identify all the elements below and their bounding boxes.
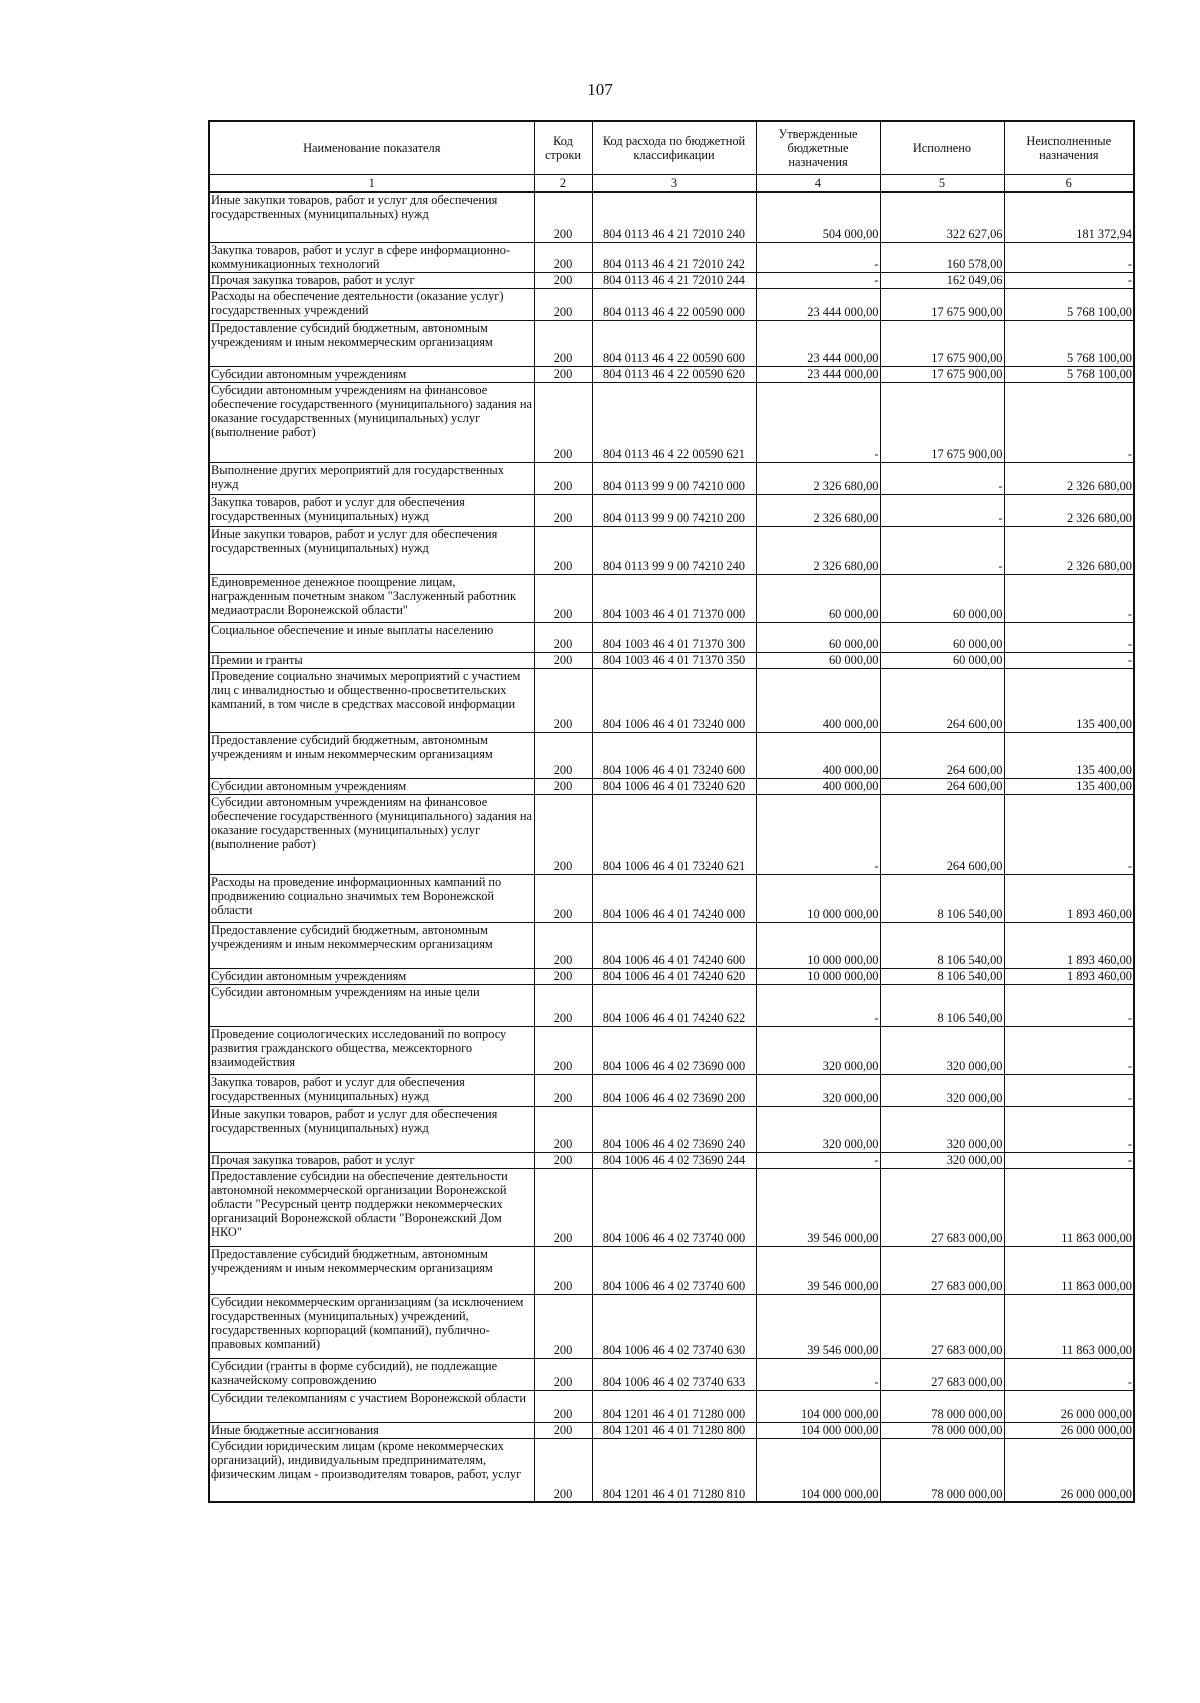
budget-classification-code: 804 0113 46 4 21 72010 240 xyxy=(592,192,756,242)
indicator-name: Субсидии автономным учреждениям xyxy=(209,778,534,794)
executed-amount: 60 000,00 xyxy=(880,574,1004,622)
unexecuted-amount: - xyxy=(1004,1074,1134,1106)
table-row xyxy=(209,652,1134,668)
line-code: 200 xyxy=(534,1390,592,1422)
line-code: 200 xyxy=(534,366,592,382)
executed-amount: 17 675 900,00 xyxy=(880,288,1004,320)
line-code: 200 xyxy=(534,1294,592,1358)
column-number: 2 xyxy=(534,175,592,193)
budget-classification-code: 804 1006 46 4 02 73740 633 xyxy=(592,1358,756,1390)
indicator-name: Закупка товаров, работ и услуг в сфере информационно-коммуникационных технологий xyxy=(209,242,534,272)
executed-amount: - xyxy=(880,526,1004,574)
table-row xyxy=(209,968,1134,984)
approved-amount: 2 326 680,00 xyxy=(756,494,880,526)
table-row xyxy=(209,494,1134,526)
approved-amount: 320 000,00 xyxy=(756,1106,880,1152)
line-code: 200 xyxy=(534,984,592,1026)
indicator-name: Субсидии (гранты в форме субсидий), не подлежащие казначейскому сопровождению xyxy=(209,1358,534,1390)
header-line-code: Код строки xyxy=(534,121,592,175)
unexecuted-amount: 5 768 100,00 xyxy=(1004,288,1134,320)
unexecuted-amount: 5 768 100,00 xyxy=(1004,320,1134,366)
line-code: 200 xyxy=(534,1438,592,1502)
table-row xyxy=(209,288,1134,320)
page-number: 107 xyxy=(587,80,613,99)
approved-amount: 23 444 000,00 xyxy=(756,288,880,320)
indicator-name: Субсидии юридическим лицам (кроме некоммерческих организаций), индивидуальным предпринимателям, физическим лицам - производителям товаров, работ, услуг xyxy=(209,1438,534,1502)
budget-classification-code: 804 1006 46 4 01 74240 622 xyxy=(592,984,756,1026)
unexecuted-amount: - xyxy=(1004,984,1134,1026)
header-approved: Утвержденные бюджетные назначения xyxy=(756,121,880,175)
approved-amount: 320 000,00 xyxy=(756,1074,880,1106)
indicator-name: Субсидии автономным учреждениям на иные цели xyxy=(209,984,534,1026)
table-body xyxy=(209,192,1134,1502)
budget-classification-code: 804 0113 99 9 00 74210 000 xyxy=(592,462,756,494)
budget-classification-code: 804 0113 46 4 22 00590 620 xyxy=(592,366,756,382)
approved-amount: 400 000,00 xyxy=(756,668,880,732)
unexecuted-amount: 11 863 000,00 xyxy=(1004,1246,1134,1294)
executed-amount: 8 106 540,00 xyxy=(880,968,1004,984)
line-code: 200 xyxy=(534,1358,592,1390)
table-row xyxy=(209,1422,1134,1438)
indicator-name: Выполнение других мероприятий для государственных нужд xyxy=(209,462,534,494)
budget-classification-code: 804 1006 46 4 01 73240 621 xyxy=(592,794,756,874)
unexecuted-amount: 26 000 000,00 xyxy=(1004,1390,1134,1422)
table-row xyxy=(209,366,1134,382)
unexecuted-amount: 2 326 680,00 xyxy=(1004,526,1134,574)
approved-amount: 504 000,00 xyxy=(756,192,880,242)
budget-classification-code: 804 0113 46 4 22 00590 621 xyxy=(592,382,756,462)
executed-amount: 8 106 540,00 xyxy=(880,922,1004,968)
approved-amount: 400 000,00 xyxy=(756,778,880,794)
budget-classification-code: 804 0113 99 9 00 74210 240 xyxy=(592,526,756,574)
approved-amount: - xyxy=(756,984,880,1026)
approved-amount: 39 546 000,00 xyxy=(756,1294,880,1358)
table-row xyxy=(209,1390,1134,1422)
unexecuted-amount: 181 372,94 xyxy=(1004,192,1134,242)
budget-classification-code: 804 1006 46 4 01 74240 600 xyxy=(592,922,756,968)
approved-amount: 60 000,00 xyxy=(756,574,880,622)
indicator-name: Проведение социологических исследований по вопросу развития гражданского общества, межсекторного взаимодействия xyxy=(209,1026,534,1074)
column-number: 4 xyxy=(756,175,880,193)
line-code: 200 xyxy=(534,794,592,874)
table-row xyxy=(209,320,1134,366)
line-code: 200 xyxy=(534,668,592,732)
budget-classification-code: 804 1006 46 4 02 73690 240 xyxy=(592,1106,756,1152)
line-code: 200 xyxy=(534,968,592,984)
header-row xyxy=(209,121,1134,175)
unexecuted-amount: 26 000 000,00 xyxy=(1004,1438,1134,1502)
unexecuted-amount: 11 863 000,00 xyxy=(1004,1168,1134,1246)
table-row xyxy=(209,1358,1134,1390)
indicator-name: Социальное обеспечение и иные выплаты населению xyxy=(209,622,534,652)
approved-amount: - xyxy=(756,272,880,288)
table-row xyxy=(209,242,1134,272)
table-row xyxy=(209,574,1134,622)
executed-amount: 27 683 000,00 xyxy=(880,1294,1004,1358)
executed-amount: 322 627,06 xyxy=(880,192,1004,242)
executed-amount: 264 600,00 xyxy=(880,794,1004,874)
executed-amount: 60 000,00 xyxy=(880,652,1004,668)
line-code: 200 xyxy=(534,192,592,242)
approved-amount: - xyxy=(756,1358,880,1390)
approved-amount: 39 546 000,00 xyxy=(756,1246,880,1294)
header-indicator-name: Наименование показателя xyxy=(209,121,534,175)
table-row xyxy=(209,794,1134,874)
executed-amount: 17 675 900,00 xyxy=(880,382,1004,462)
approved-amount: 23 444 000,00 xyxy=(756,320,880,366)
approved-amount: - xyxy=(756,794,880,874)
indicator-name: Субсидии телекомпаниям с участием Воронежской области xyxy=(209,1390,534,1422)
header-executed: Исполнено xyxy=(880,121,1004,175)
line-code: 200 xyxy=(534,1422,592,1438)
approved-amount: 104 000 000,00 xyxy=(756,1390,880,1422)
budget-classification-code: 804 1006 46 4 01 73240 000 xyxy=(592,668,756,732)
line-code: 200 xyxy=(534,462,592,494)
line-code: 200 xyxy=(534,922,592,968)
indicator-name: Иные закупки товаров, работ и услуг для обеспечения государственных (муниципальных) нужд xyxy=(209,526,534,574)
executed-amount: 320 000,00 xyxy=(880,1026,1004,1074)
line-code: 200 xyxy=(534,288,592,320)
executed-amount: 78 000 000,00 xyxy=(880,1422,1004,1438)
table-row xyxy=(209,462,1134,494)
executed-amount: 160 578,00 xyxy=(880,242,1004,272)
unexecuted-amount: 1 893 460,00 xyxy=(1004,874,1134,922)
indicator-name: Субсидии автономным учреждениям xyxy=(209,968,534,984)
unexecuted-amount: - xyxy=(1004,574,1134,622)
unexecuted-amount: - xyxy=(1004,1026,1134,1074)
unexecuted-amount: - xyxy=(1004,382,1134,462)
executed-amount: 264 600,00 xyxy=(880,778,1004,794)
indicator-name: Иные закупки товаров, работ и услуг для обеспечения государственных (муниципальных) нужд xyxy=(209,1106,534,1152)
table-row xyxy=(209,984,1134,1026)
budget-classification-code: 804 1003 46 4 01 71370 000 xyxy=(592,574,756,622)
approved-amount: - xyxy=(756,1152,880,1168)
unexecuted-amount: 135 400,00 xyxy=(1004,732,1134,778)
table-row xyxy=(209,1074,1134,1106)
indicator-name: Предоставление субсидий бюджетным, автономным учреждениям и иным некоммерческим организациям xyxy=(209,1246,534,1294)
unexecuted-amount: 5 768 100,00 xyxy=(1004,366,1134,382)
header-budget-code: Код расхода по бюджетной классификации xyxy=(592,121,756,175)
unexecuted-amount: - xyxy=(1004,1358,1134,1390)
table-row xyxy=(209,382,1134,462)
executed-amount: 8 106 540,00 xyxy=(880,874,1004,922)
unexecuted-amount: - xyxy=(1004,242,1134,272)
budget-classification-code: 804 1006 46 4 02 73740 600 xyxy=(592,1246,756,1294)
table-row xyxy=(209,1168,1134,1246)
column-number: 1 xyxy=(209,175,534,193)
indicator-name: Закупка товаров, работ и услуг для обеспечения государственных (муниципальных) нужд xyxy=(209,1074,534,1106)
budget-classification-code: 804 0113 46 4 22 00590 000 xyxy=(592,288,756,320)
approved-amount: 10 000 000,00 xyxy=(756,922,880,968)
unexecuted-amount: - xyxy=(1004,1106,1134,1152)
table-row xyxy=(209,1438,1134,1502)
budget-classification-code: 804 1003 46 4 01 71370 350 xyxy=(592,652,756,668)
indicator-name: Иные закупки товаров, работ и услуг для обеспечения государственных (муниципальных) нужд xyxy=(209,192,534,242)
approved-amount: 39 546 000,00 xyxy=(756,1168,880,1246)
indicator-name: Субсидии некоммерческим организациям (за исключением государственных (муниципальных) учреждений, государственных корпораций (компаний), публично-правовых компаний) xyxy=(209,1294,534,1358)
header-unexecuted: Неисполненные назначения xyxy=(1004,121,1134,175)
line-code: 200 xyxy=(534,652,592,668)
line-code: 200 xyxy=(534,622,592,652)
line-code: 200 xyxy=(534,1152,592,1168)
column-number: 6 xyxy=(1004,175,1134,193)
indicator-name: Закупка товаров, работ и услуг для обеспечения государственных (муниципальных) нужд xyxy=(209,494,534,526)
indicator-name: Единовременное денежное поощрение лицам, награжденным почетным знаком "Заслуженный работник медиаотрасли Воронежской области" xyxy=(209,574,534,622)
line-code: 200 xyxy=(534,1026,592,1074)
executed-amount: 17 675 900,00 xyxy=(880,366,1004,382)
budget-classification-code: 804 1006 46 4 01 73240 620 xyxy=(592,778,756,794)
budget-classification-code: 804 0113 46 4 21 72010 242 xyxy=(592,242,756,272)
line-code: 200 xyxy=(534,1106,592,1152)
budget-classification-code: 804 1006 46 4 01 74240 620 xyxy=(592,968,756,984)
budget-classification-code: 804 1003 46 4 01 71370 300 xyxy=(592,622,756,652)
unexecuted-amount: 135 400,00 xyxy=(1004,778,1134,794)
column-number: 5 xyxy=(880,175,1004,193)
unexecuted-amount: 1 893 460,00 xyxy=(1004,968,1134,984)
line-code: 200 xyxy=(534,1074,592,1106)
unexecuted-amount: - xyxy=(1004,272,1134,288)
indicator-name: Прочая закупка товаров, работ и услуг xyxy=(209,1152,534,1168)
executed-amount: 264 600,00 xyxy=(880,732,1004,778)
approved-amount: 10 000 000,00 xyxy=(756,874,880,922)
budget-classification-code: 804 1006 46 4 02 73690 000 xyxy=(592,1026,756,1074)
line-code: 200 xyxy=(534,778,592,794)
approved-amount: 104 000 000,00 xyxy=(756,1422,880,1438)
budget-classification-code: 804 1006 46 4 02 73740 630 xyxy=(592,1294,756,1358)
budget-classification-code: 804 0113 99 9 00 74210 200 xyxy=(592,494,756,526)
unexecuted-amount: - xyxy=(1004,1152,1134,1168)
line-code: 200 xyxy=(534,574,592,622)
table-row xyxy=(209,1106,1134,1152)
indicator-name: Субсидии автономным учреждениям на финансовое обеспечение государственного (муниципального) задания на оказание государственных (муниципальных) услуг (выполнение работ) xyxy=(209,794,534,874)
table-row xyxy=(209,668,1134,732)
budget-classification-code: 804 1006 46 4 01 74240 000 xyxy=(592,874,756,922)
approved-amount: 400 000,00 xyxy=(756,732,880,778)
table-row xyxy=(209,622,1134,652)
budget-classification-code: 804 1006 46 4 02 73690 244 xyxy=(592,1152,756,1168)
table-row xyxy=(209,874,1134,922)
indicator-name: Проведение социально значимых мероприятий с участием лиц с инвалидностью и общественно-просветительских кампаний, в том числе в средствах массовой информации xyxy=(209,668,534,732)
line-code: 200 xyxy=(534,382,592,462)
budget-classification-code: 804 1201 46 4 01 71280 810 xyxy=(592,1438,756,1502)
column-number: 3 xyxy=(592,175,756,193)
table-row xyxy=(209,1026,1134,1074)
column-number-row xyxy=(209,175,1134,193)
unexecuted-amount: 135 400,00 xyxy=(1004,668,1134,732)
budget-classification-code: 804 1006 46 4 02 73740 000 xyxy=(592,1168,756,1246)
unexecuted-amount: - xyxy=(1004,622,1134,652)
table-row xyxy=(209,1152,1134,1168)
approved-amount: 60 000,00 xyxy=(756,622,880,652)
executed-amount: 27 683 000,00 xyxy=(880,1168,1004,1246)
line-code: 200 xyxy=(534,242,592,272)
line-code: 200 xyxy=(534,732,592,778)
approved-amount: 2 326 680,00 xyxy=(756,526,880,574)
indicator-name: Субсидии автономным учреждениям на финансовое обеспечение государственного (муниципального) задания на оказание государственных (муниципальных) услуг (выполнение работ) xyxy=(209,382,534,462)
executed-amount: 320 000,00 xyxy=(880,1074,1004,1106)
budget-classification-code: 804 1006 46 4 02 73690 200 xyxy=(592,1074,756,1106)
unexecuted-amount: - xyxy=(1004,652,1134,668)
executed-amount: 320 000,00 xyxy=(880,1152,1004,1168)
budget-classification-code: 804 1201 46 4 01 71280 800 xyxy=(592,1422,756,1438)
indicator-name: Предоставление субсидий бюджетным, автономным учреждениям и иным некоммерческим организациям xyxy=(209,732,534,778)
approved-amount: 2 326 680,00 xyxy=(756,462,880,494)
unexecuted-amount: - xyxy=(1004,794,1134,874)
line-code: 200 xyxy=(534,1168,592,1246)
executed-amount: - xyxy=(880,462,1004,494)
table-row xyxy=(209,922,1134,968)
budget-classification-code: 804 1006 46 4 01 73240 600 xyxy=(592,732,756,778)
line-code: 200 xyxy=(534,320,592,366)
approved-amount: 10 000 000,00 xyxy=(756,968,880,984)
indicator-name: Прочая закупка товаров, работ и услуг xyxy=(209,272,534,288)
budget-classification-code: 804 0113 46 4 21 72010 244 xyxy=(592,272,756,288)
unexecuted-amount: 1 893 460,00 xyxy=(1004,922,1134,968)
line-code: 200 xyxy=(534,272,592,288)
executed-amount: 60 000,00 xyxy=(880,622,1004,652)
approved-amount: 104 000 000,00 xyxy=(756,1438,880,1502)
unexecuted-amount: 26 000 000,00 xyxy=(1004,1422,1134,1438)
executed-amount: 78 000 000,00 xyxy=(880,1390,1004,1422)
indicator-name: Расходы на проведение информационных кампаний по продвижению социально значимых тем Воронежской области xyxy=(209,874,534,922)
indicator-name: Субсидии автономным учреждениям xyxy=(209,366,534,382)
table-row xyxy=(209,272,1134,288)
line-code: 200 xyxy=(534,874,592,922)
table-header xyxy=(209,121,1134,192)
executed-amount: 162 049,06 xyxy=(880,272,1004,288)
indicator-name: Премии и гранты xyxy=(209,652,534,668)
indicator-name: Расходы на обеспечение деятельности (оказание услуг) государственных учреждений xyxy=(209,288,534,320)
approved-amount: 23 444 000,00 xyxy=(756,366,880,382)
unexecuted-amount: 2 326 680,00 xyxy=(1004,494,1134,526)
table-row xyxy=(209,1294,1134,1358)
approved-amount: 60 000,00 xyxy=(756,652,880,668)
table-row xyxy=(209,1246,1134,1294)
approved-amount: - xyxy=(756,242,880,272)
table-row xyxy=(209,778,1134,794)
indicator-name: Предоставление субсидии на обеспечение деятельности автономной некоммерческой организации Воронежской области "Ресурсный центр поддержки некоммерческих организаций Воронежской области "Воронежский Дом НКО" xyxy=(209,1168,534,1246)
budget-classification-code: 804 0113 46 4 22 00590 600 xyxy=(592,320,756,366)
indicator-name: Иные бюджетные ассигнования xyxy=(209,1422,534,1438)
budget-classification-code: 804 1201 46 4 01 71280 000 xyxy=(592,1390,756,1422)
approved-amount: - xyxy=(756,382,880,462)
indicator-name: Предоставление субсидий бюджетным, автономным учреждениям и иным некоммерческим организациям xyxy=(209,922,534,968)
executed-amount: - xyxy=(880,494,1004,526)
unexecuted-amount: 11 863 000,00 xyxy=(1004,1294,1134,1358)
table-row xyxy=(209,526,1134,574)
executed-amount: 27 683 000,00 xyxy=(880,1246,1004,1294)
table-row xyxy=(209,192,1134,242)
approved-amount: 320 000,00 xyxy=(756,1026,880,1074)
line-code: 200 xyxy=(534,494,592,526)
executed-amount: 78 000 000,00 xyxy=(880,1438,1004,1502)
executed-amount: 320 000,00 xyxy=(880,1106,1004,1152)
executed-amount: 17 675 900,00 xyxy=(880,320,1004,366)
executed-amount: 264 600,00 xyxy=(880,668,1004,732)
executed-amount: 8 106 540,00 xyxy=(880,984,1004,1026)
indicator-name: Предоставление субсидий бюджетным, автономным учреждениям и иным некоммерческим организациям xyxy=(209,320,534,366)
line-code: 200 xyxy=(534,526,592,574)
table-row xyxy=(209,732,1134,778)
line-code: 200 xyxy=(534,1246,592,1294)
budget-execution-table xyxy=(208,120,1135,1503)
unexecuted-amount: 2 326 680,00 xyxy=(1004,462,1134,494)
executed-amount: 27 683 000,00 xyxy=(880,1358,1004,1390)
